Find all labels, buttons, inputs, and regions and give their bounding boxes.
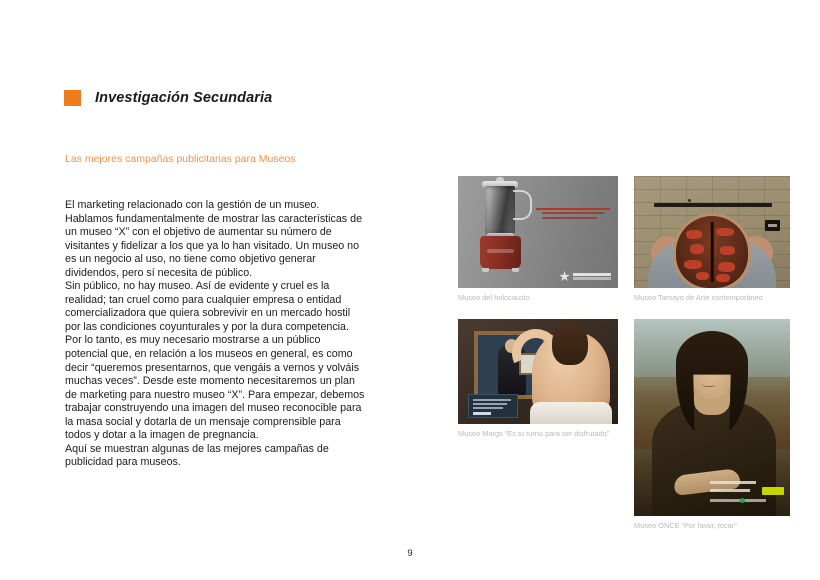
page-number: 9: [407, 548, 413, 559]
blender-foot-shape: [482, 268, 489, 272]
figure-caption: Museo del holocausto: [458, 293, 530, 302]
star-of-david-icon: [559, 271, 570, 282]
brain-blob-shape: [690, 244, 704, 254]
plaque-text-line: [473, 399, 511, 401]
wall-plaque-shape: [765, 220, 780, 231]
ad-rule-line: [536, 208, 610, 210]
blender-foot-shape: [512, 268, 519, 272]
plaque-text-line: [473, 407, 503, 409]
section-subtitle: Las mejores campañas publicitarias para Museos: [65, 153, 296, 165]
open-head-shape: [676, 216, 748, 288]
page-title: Investigación Secundaria: [95, 90, 273, 106]
brain-blob-shape: [684, 260, 702, 269]
towel-shape: [530, 402, 612, 424]
ad-image-margs: [458, 319, 618, 424]
logo-wordmark: [573, 273, 611, 280]
logo-dot-icon: [740, 498, 745, 503]
ad-image-tamayo: [634, 176, 790, 288]
page-header: [64, 90, 272, 106]
figure-caption: Museo ONCE “Por favor, tocar”: [634, 521, 737, 530]
brain-split-line: [711, 222, 714, 282]
logo-text-line: [710, 481, 756, 484]
once-logo: [710, 481, 784, 507]
header-accent-square: [64, 90, 81, 106]
blender-dial-shape: [487, 249, 514, 253]
brain-blob-shape: [716, 274, 730, 282]
wall-pin-shape: [688, 199, 691, 202]
brain-blob-shape: [716, 228, 734, 236]
plaque-text-line: [473, 403, 507, 405]
ad-image-once: [634, 319, 790, 516]
brain-blob-shape: [696, 272, 709, 280]
figure-hair-shape: [552, 321, 588, 365]
margs-logo-plaque: [468, 394, 518, 418]
brain-blob-shape: [686, 230, 702, 239]
holocausto-logo: [559, 271, 611, 282]
article-paragraph: Sin público, no hay museo. Así de evidente y cruel es la realidad; tan cruel como para cualquier empresa o entidad comercializadora que quiera sobrevivir en un mercado hostil por las condiciones coyunturales y por la dura competencia. Por lo tanto, es muy necesario mostrarse a un público potencial que, en relación a los museos en general, es como decir “queremos presentarnos, que vengáis a vernos y volváis muchas veces”. Desde este momento necesitaremos un plan de marketing para nuestro museo “X”. Para empezar, debemos trabajar construyendo una imagen del museo reconocible para la masa social y dotarla de un mensaje comprensible para todos y dotar a la imagen de pregnancia.: [65, 280, 365, 442]
ad-copy-line: [542, 217, 597, 219]
figure-caption: Museo Margs “Es tu turno para ser disfrutado”: [458, 429, 610, 438]
logo-text-line: [710, 499, 766, 502]
mona-lisa-mouth-shape: [702, 383, 716, 387]
figure-once: [634, 319, 790, 530]
blender-jar-shape: [485, 186, 515, 236]
ad-copy-line: [542, 212, 604, 214]
logo-text-line: [710, 489, 750, 492]
logo-badge-shape: [762, 487, 784, 495]
article-paragraph: El marketing relacionado con la gestión de un museo. Hablamos fundamentalmente de mostrar las características de un museo “X” con el objetivo de aumentar su número de visitantes y fidelizar a los que ya lo han visitado. Un museo no es un negocio al uso, no tiene como objetivo generar dividendos, pero sí necesita de público.: [65, 199, 363, 279]
figure-margs: [458, 319, 618, 438]
brain-blob-shape: [720, 246, 735, 255]
brain-blob-shape: [718, 262, 735, 272]
blender-handle-shape: [513, 190, 532, 220]
article-paragraph: Aquí se muestran algunas de las mejores campañas de publicidad para museos.: [65, 442, 329, 469]
figure-holocausto: [458, 176, 618, 302]
figure-caption: Museo Tamayo de Arte contemporáneo: [634, 293, 763, 302]
ad-image-holocausto: [458, 176, 618, 288]
plaque-wordmark: [473, 412, 491, 415]
wall-bar-shape: [654, 203, 772, 207]
article-body: [65, 199, 365, 470]
figure-tamayo: [634, 176, 790, 302]
